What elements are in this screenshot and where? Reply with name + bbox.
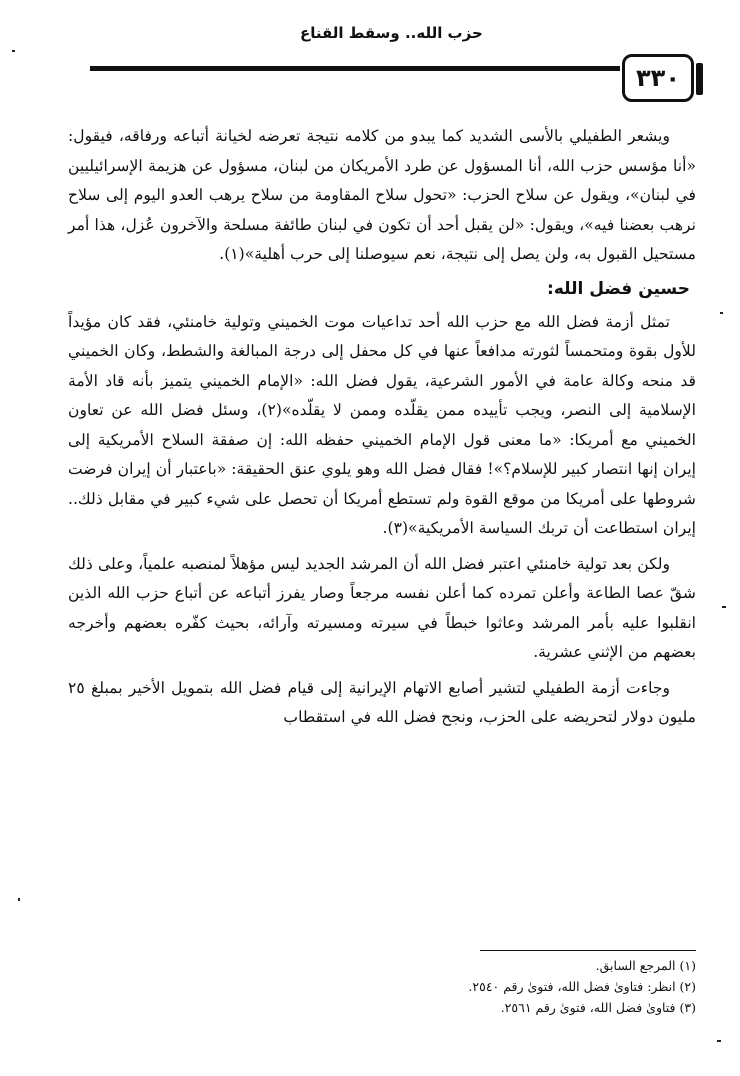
footnote-3: (٣) فتاوىٰ فضل الله، فتوىٰ رقم ٢٥٦١. [500,1000,696,1015]
footnote-rule [480,950,696,951]
page-number: ٣٣٠ [622,54,694,102]
paragraph-3: وجاءت أزمة الطفيلي لتشير أصابع الاتهام الإيرانية إلى قيام فضل الله بتمويل الأخير بمبلغ ٢٥ مليون دولار لتحريضه على الحزب، ونجح فضل الله في استقطاب [68,678,696,726]
intro-paragraph: ويشعر الطفيلي بالأسى الشديد كما يبدو من كلامه نتيجة تعرضه لخيانة أتباعه ورفاقه، فيقول: «أنا مؤسس حزب الله، أنا المسؤول عن طرد الأمريكان من لبنان، مسؤول عن هزيمة الإسرائيليين في لبنان»، ويقول عن سلاح الحزب: «تحول سلاح المقاومة من سلاح يرهب العدو اليوم إلى سلاح نرهب بعضنا فيه»، ويقول: «لن يقبل أحد أن تكون في لبنان طائفة مسلحة والآخرون عُزل، هذا أمر مستحيل القبول به، ولن يصل إلى نتيجة، نعم سيوصلنا إلى حرب أهلية»(١). [68,127,696,263]
main-text [68,122,696,733]
running-title: حزب الله.. وسقط القناع [300,24,483,42]
scan-speck [722,606,726,608]
section-heading: حسين فضل الله: [547,278,690,299]
scan-speck [720,312,723,314]
scan-speck [18,898,20,901]
header-rule [90,66,620,71]
footnote-2: (٢) انظر: فتاوىٰ فضل الله، فتوىٰ رقم ٢٥٤٠. [468,979,696,994]
footnote-1: (١) المرجع السابق. [595,958,696,973]
paragraph-1: تمثل أزمة فضل الله مع حزب الله أحد تداعيات موت الخميني وتولية خامنئي، فقد كان مؤيداً للأول بقوة ومتحمساً لثورته مدافعاً عنها في كل محفل إلى درجة المبالغة والشطط، وكان الخميني قد منحه وكالة عامة في الأمور الشرعية، يقول فضل الله: «الإمام الخميني يتميز بأنه قاد الأمة الإسلامية إلى النصر، ويجب تأييده ممن يقلّده وممن لا يقلّده»(٢)، وسئل فضل الله عن تعاون الخميني مع أمريكا: «ما معنى قول الإمام الخميني حفظه الله: إن صفقة السلاح الأمريكية إلى إيران إنها انتصار كبير للإسلام؟»! فقال فضل الله وهو يلوي عنق الحقيقة: «باعتبار أن إيران فرضت شروطها على أمريكا من موقع القوة ولم تستطع أمريكا أن تحصل على شيء كبير في مقابل ذلك.. إيران استطاعت أن تربك السياسة الأمريكية»(٣). [68,312,696,537]
scan-speck [717,1040,721,1042]
footnotes [300,955,696,1018]
scan-speck [12,50,15,52]
paragraph-2: ولكن بعد تولية خامنئي اعتبر فضل الله أن المرشد الجديد ليس مؤهلاً لمنصبه علمياً، وعلى ذلك شقّ عصا الطاعة وأعلن تمرده كما أعلن نفسه مرجعاً وصار يفرز أتباعه عن أتباع حزب الله الذين انقلبوا عليه بأمر المرشد وعاثوا خبطاً في سيرته ومسيرته وآرائه، بحيث كفّره بعضهم وأخرجه بعضهم من الإثني عشرية. [68,554,696,661]
